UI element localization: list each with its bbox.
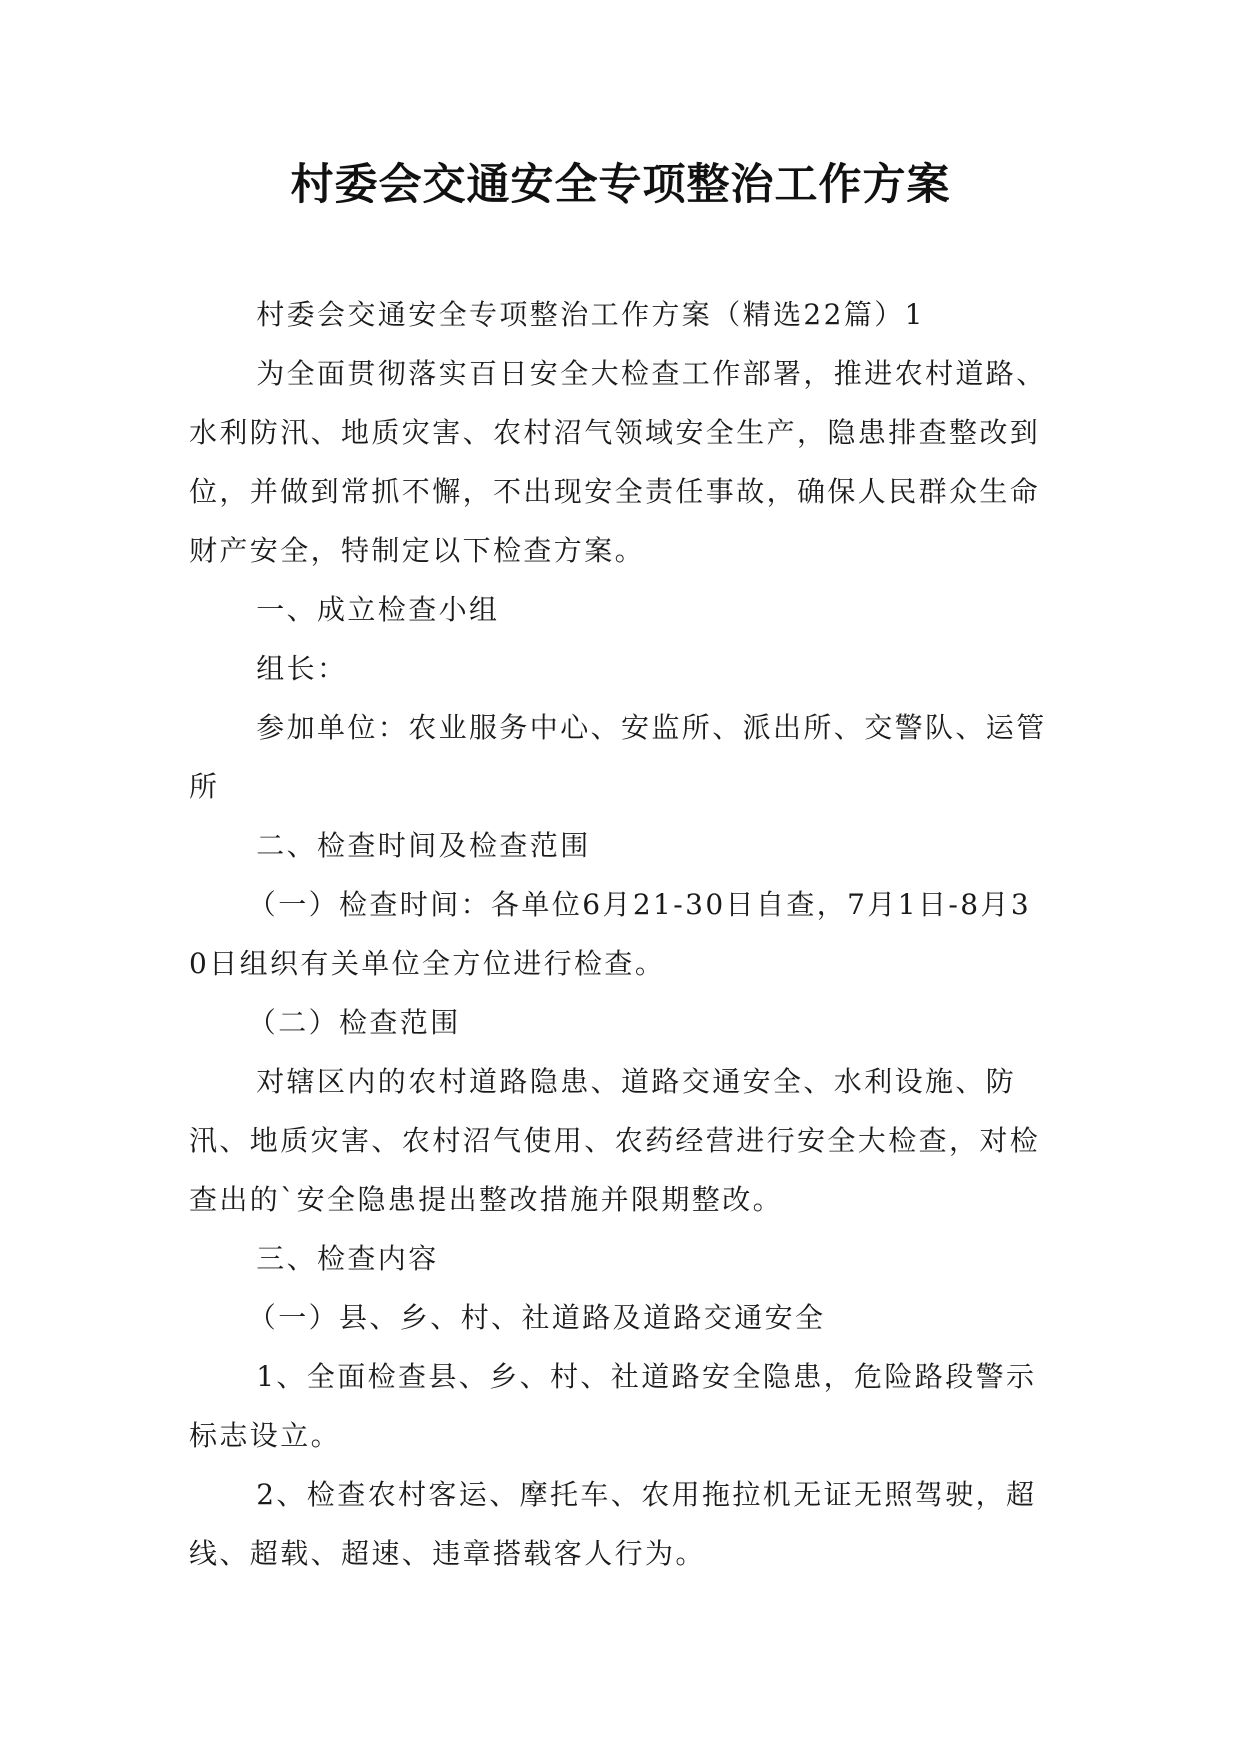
paragraph-inspection-time: （一）检查时间：各单位6月21-30日自查，7月1日-8月30日组织有关单位全方位进行检查。 [189,888,1032,980]
paragraph-group-leader: 组长： [256,652,348,685]
heading-road-safety: （一）县、乡、村、社道路及道路交通安全 [247,1301,826,1334]
heading-section-3: 三、检查内容 [256,1242,439,1275]
heading-inspection-scope: （二）检查范围 [247,1006,461,1039]
heading-section-1: 一、成立检查小组 [256,593,500,626]
paragraph-inspection-scope: 对辖区内的农村道路隐患、道路交通安全、水利设施、防汛、地质灾害、农村沼气使用、农药经营进行安全大检查，对检查出的`安全隐患提出整改措施并限期整改。 [189,1065,1041,1216]
paragraph-participating-units: 参加单位：农业服务中心、安监所、派出所、交警队、运管所 [189,711,1047,803]
paragraph-subtitle: 村委会交通安全专项整治工作方案（精选22篇）1 [256,298,925,331]
paragraph-item-1: 1、全面检查县、乡、村、社道路安全隐患，危险路段警示标志设立。 [189,1360,1037,1452]
document-title: 村委会交通安全专项整治工作方案 [290,160,951,210]
document-body [189,285,1051,1583]
paragraph-item-2: 2、检查农村客运、摩托车、农用拖拉机无证无照驾驶，超线、超载、超速、违章搭载客人行为。 [189,1478,1037,1570]
paragraph-intro: 为全面贯彻落实百日安全大检查工作部署，推进农村道路、水利防汛、地质灾害、农村沼气领域安全生产，隐患排查整改到位，并做到常抓不懈，不出现安全责任事故，确保人民群众生命财产安全，特制定以下检查方案。 [189,357,1047,567]
heading-section-2: 二、检查时间及检查范围 [256,829,591,862]
